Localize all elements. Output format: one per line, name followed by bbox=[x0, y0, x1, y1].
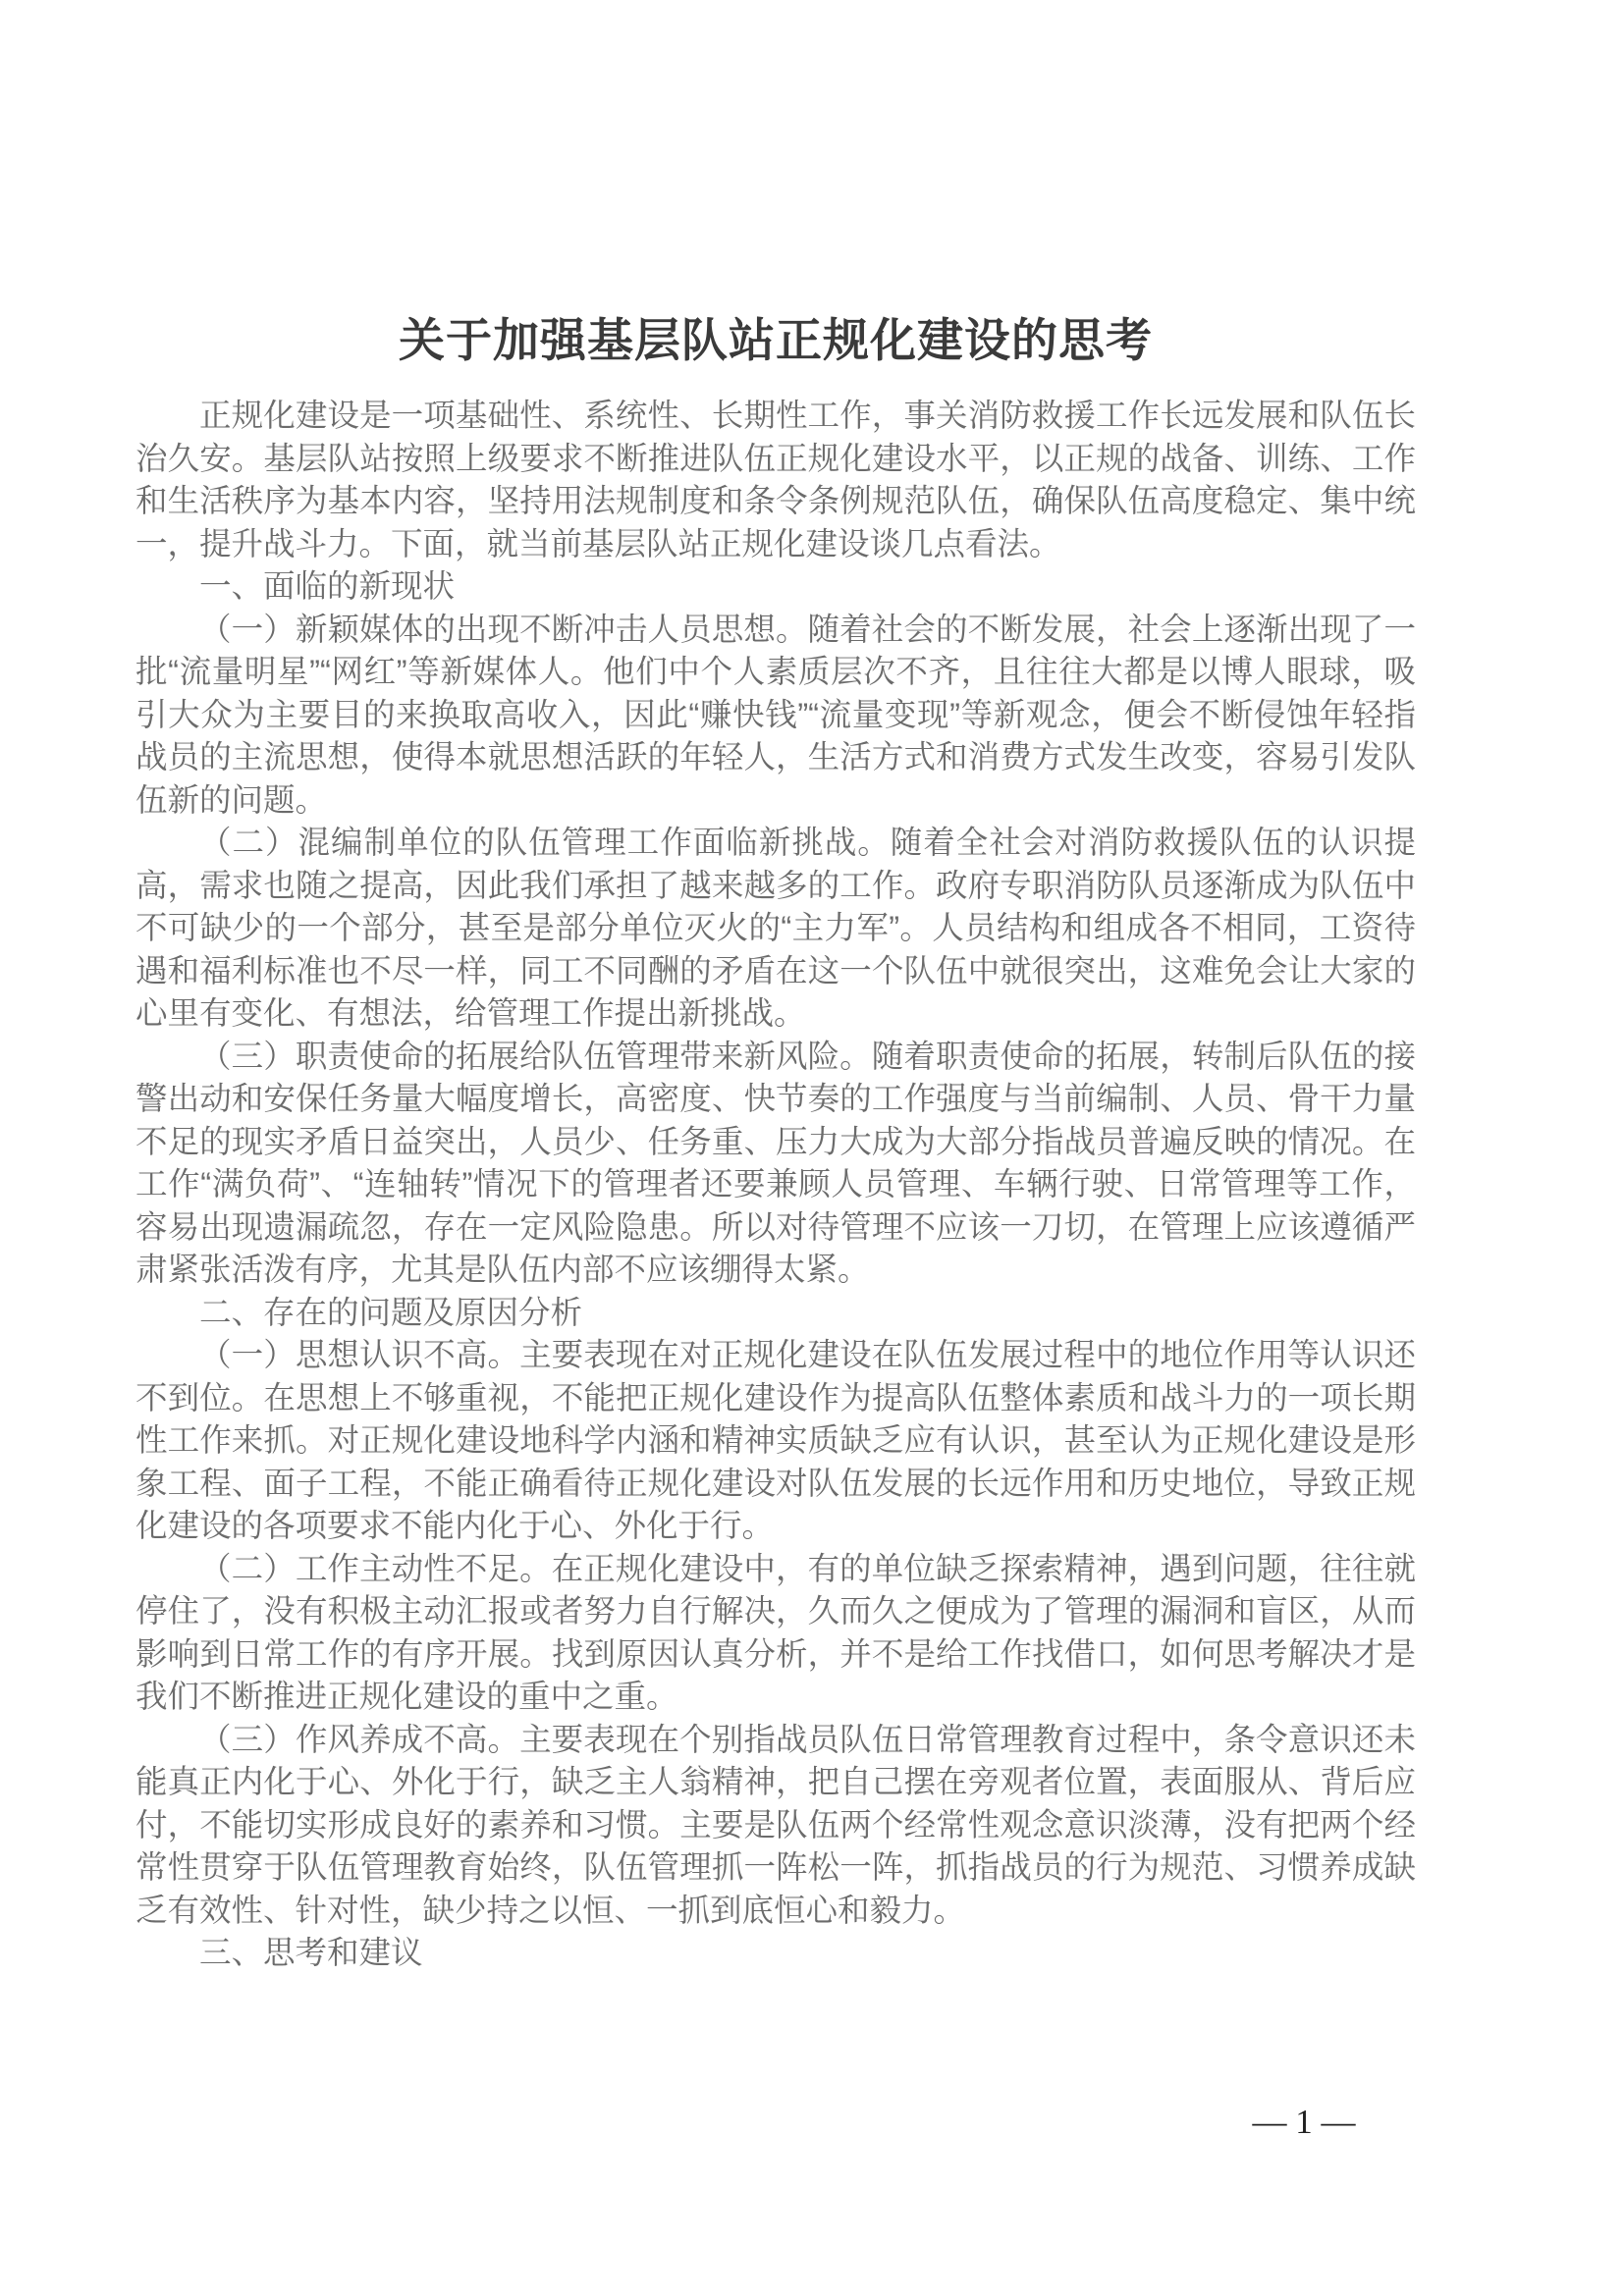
page-number: — 1 — bbox=[1252, 2103, 1356, 2141]
document-content bbox=[135, 312, 1416, 1975]
document-title: 关于加强基层队站正规化建设的思考 bbox=[399, 314, 1153, 366]
paragraph-2-2: （二）工作主动性不足。在正规化建设中，有的单位缺乏探索精神，遇到问题，往往就停住了，没有积极主动汇报或者努力自行解决，久而久之便成为了管理的漏洞和盲区，从而影响到日常工作的有序开展。找到原因认真分析，并不是给工作找借口，如何思考解决才是我们不断推进正规化建设的重中之重。 bbox=[135, 1550, 1416, 1714]
paragraph-2-1: （一）思想认识不高。主要表现在对正规化建设在队伍发展过程中的地位作用等认识还不到位。在思想上不够重视，不能把正规化建设作为提高队伍整体素质和战斗力的一项长期性工作来抓。对正规化建设地科学内涵和精神实质缺乏应有认识，甚至认为正规化建设是形象工程、面子工程，不能正确看待正规化建设对队伍发展的长远作用和历史地位，导致正规化建设的各项要求不能内化于心、外化于行。 bbox=[135, 1337, 1416, 1543]
document-body bbox=[135, 395, 1416, 1975]
section-heading-1: 一、面临的新现状 bbox=[199, 568, 456, 604]
paragraph-1-3: （三）职责使命的拓展给队伍管理带来新风险。随着职责使命的拓展，转制后队伍的接警出动和安保任务量大幅度增长，高密度、快节奏的工作强度与当前编制、人员、骨干力量不足的现实矛盾日益突出，人员少、任务重、压力大成为大部分指战员普遍反映的情况。在工作“满负荷”、“连轴转”情况下的管理者还要兼顾人员管理、车辆行驶、日常管理等工作，容易出现遗漏疏忽，存在一定风险隐患。所以对待管理不应该一刀切，在管理上应该遵循严肃紧张活泼有序，尤其是队伍内部不应该绷得太紧。 bbox=[135, 1038, 1416, 1287]
intro-paragraph: 正规化建设是一项基础性、系统性、长期性工作，事关消防救援工作长远发展和队伍长治久安。基层队站按照上级要求不断推进队伍正规化建设水平，以正规的战备、训练、工作和生活秩序为基本内容，坚持用法规制度和条令条例规范队伍，确保队伍高度稳定、集中统一，提升战斗力。下面，就当前基层队站正规化建设谈几点看法。 bbox=[135, 398, 1416, 561]
section-heading-3: 三、思考和建议 bbox=[199, 1935, 423, 1970]
paragraph-1-2: （二）混编制单位的队伍管理工作面临新挑战。随着全社会对消防救援队伍的认识提高，需求也随之提高，因此我们承担了越来越多的工作。政府专职消防队员逐渐成为队伍中不可缺少的一个部分，甚至是部分单位灭火的“主力军”。人员结构和组成各不相同，工资待遇和福利标准也不尽一样，同工不同酬的矛盾在这一个队伍中就很突出，这难免会让大家的心里有变化、有想法，给管理工作提出新挑战。 bbox=[135, 825, 1416, 1031]
paragraph-1-1: （一）新颖媒体的出现不断冲击人员思想。随着社会的不断发展，社会上逐渐出现了一批“流量明星”“网红”等新媒体人。他们中个人素质层次不齐，且往往大都是以博人眼球，吸引大众为主要目的来换取高收入，因此“赚快钱”“流量变现”等新观念，便会不断侵蚀年轻指战员的主流思想，使得本就思想活跃的年轻人，生活方式和消费方式发生改变，容易引发队伍新的问题。 bbox=[135, 611, 1416, 818]
section-heading-2: 二、存在的问题及原因分析 bbox=[199, 1294, 583, 1330]
paragraph-2-3: （三）作风养成不高。主要表现在个别指战员队伍日常管理教育过程中，条令意识还未能真正内化于心、外化于行，缺乏主人翁精神，把自己摆在旁观者位置，表面服从、背后应付，不能切实形成良好的素养和习惯。主要是队伍两个经常性观念意识淡薄，没有把两个经常性贯穿于队伍管理教育始终，队伍管理抓一阵松一阵，抓指战员的行为规范、习惯养成缺乏有效性、针对性，缺少持之以恒、一抓到底恒心和毅力。 bbox=[135, 1721, 1416, 1928]
